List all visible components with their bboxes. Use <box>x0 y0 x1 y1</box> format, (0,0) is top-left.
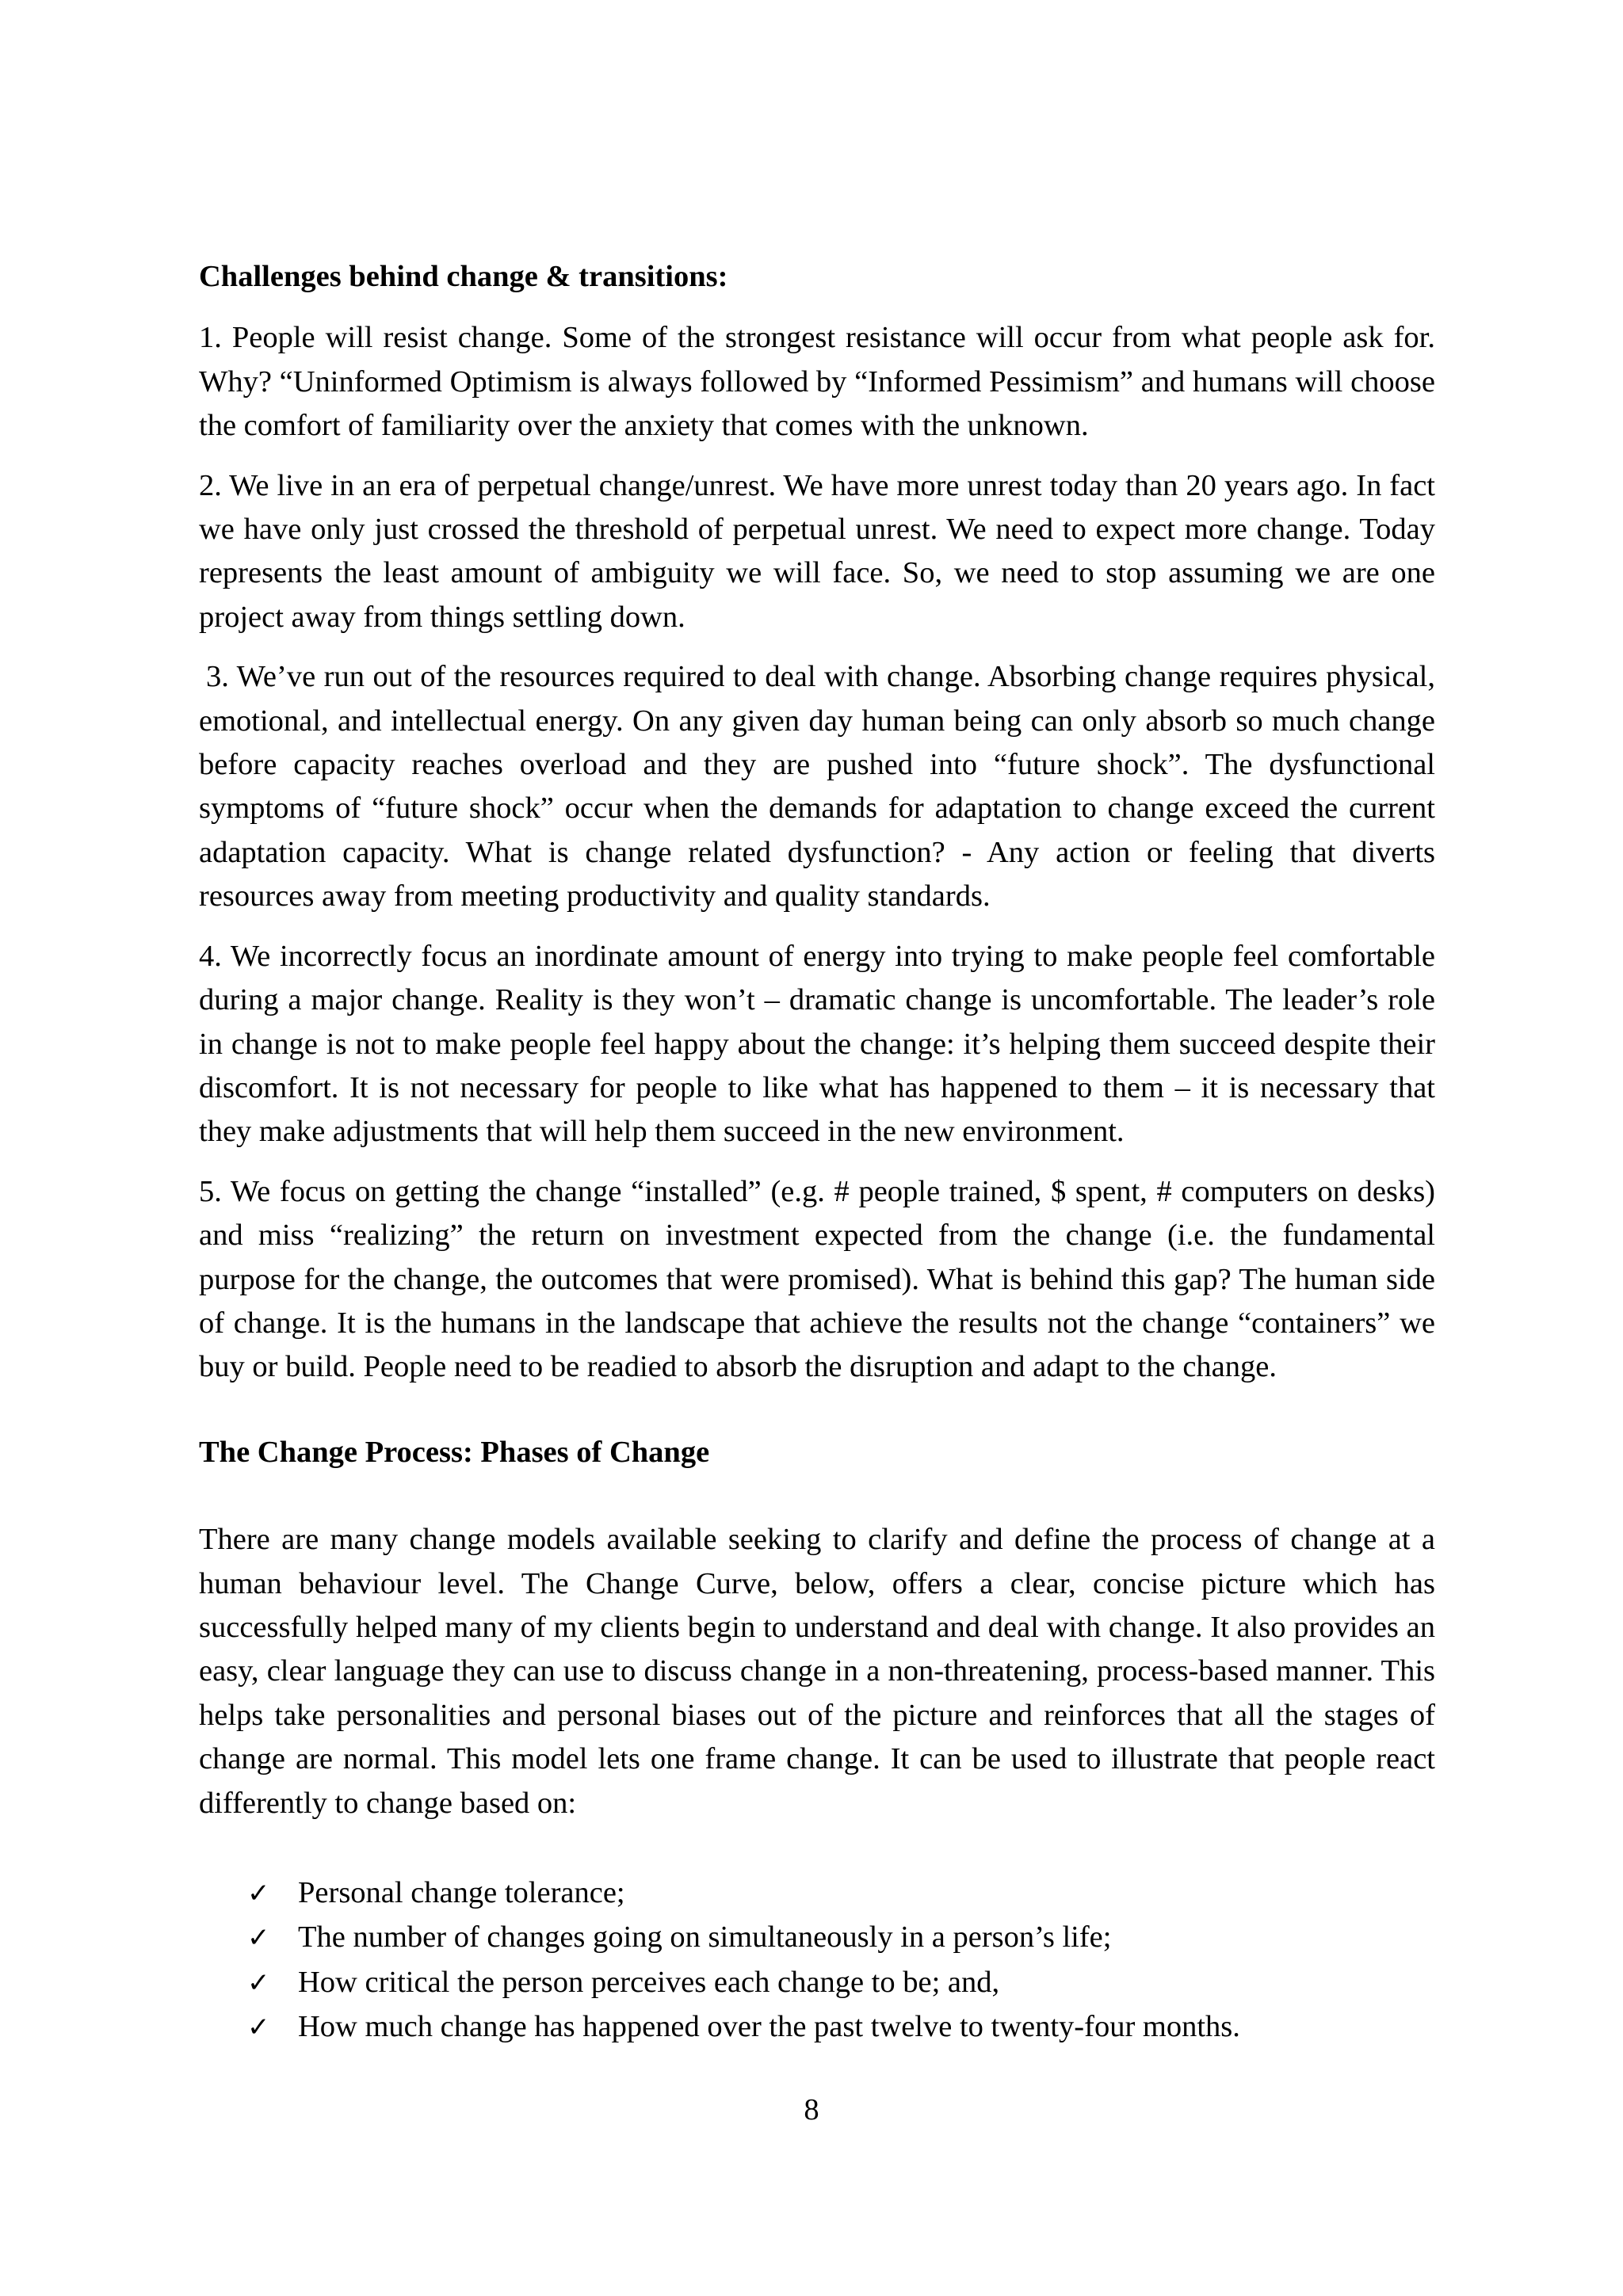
paragraph-challenge-4: 4. We incorrectly focus an inordinate amount of energy into trying to make people feel comfortable during a major change. Reality is they won’t – dramatic change is uncomfortable. The leader’s role in change is not to make people feel happy about the change: it’s helping them succeed despite their discomfort. It is not necessary for people to like what has happened to them – it is necessary that they make adjustments that will help them succeed in the new environment. <box>199 939 1435 1149</box>
checklist-item <box>247 1916 1435 1960</box>
section-heading-challenges: Challenges behind change & transitions: <box>199 260 728 293</box>
section-heading-change-process: The Change Process: Phases of Change <box>199 1435 710 1469</box>
paragraph-challenge-5: 5. We focus on getting the change “installed” (e.g. # people trained, $ spent, # computers on desks) and miss “realizing” the return on investment expected from the change (i.e. the fundamental purpose for the change, the outcomes that were promised). What is behind this gap? The human side of change. It is the humans in the landscape that achieve the results not the change “containers” we buy or build. People need to be readied to absorb the disruption and adapt to the change. <box>199 1174 1435 1384</box>
page-number: 8 <box>804 2093 819 2126</box>
paragraph-challenge-1: 1. People will resist change. Some of the strongest resistance will occur from what people ask for. Why? “Uninformed Optimism is always followed by “Informed Pessimism” and humans will choose the comfort of familiarity over the anxiety that comes with the unknown. <box>199 321 1435 443</box>
checklist-item <box>247 2005 1435 2050</box>
checkmark-icon: ✓ <box>247 1966 270 1999</box>
document-page <box>199 255 1435 2050</box>
checkmark-icon: ✓ <box>247 1878 270 1909</box>
checklist-item-text: How much change has happened over the past twelve to twenty-four months. <box>298 2010 1240 2044</box>
paragraph-challenge-2: 2. We live in an era of perpetual change/unrest. We have more unrest today than 20 years ago. In fact we have only just crossed the threshold of perpetual unrest. We need to expect more change. Today represents the least amount of ambiguity we will face. So, we need to stop assuming we are one project away from things settling down. <box>199 468 1435 634</box>
checklist-item-text: Personal change tolerance; <box>298 1876 625 1909</box>
checkmark-icon: ✓ <box>247 2012 270 2044</box>
checklist <box>199 1871 1435 2050</box>
checklist-item <box>247 1961 1435 2005</box>
paragraph-challenge-3: 3. We’ve run out of the resources required to deal with change. Absorbing change requires physical, emotional, and intellectual energy. On any given day human being can only absorb so much change before capacity reaches overload and they are pushed into “future shock”. The dysfunctional symptoms of “future shock” occur when the demands for adaptation to change exceed the current adaptation capacity. What is change related dysfunction? - Any action or feeling that diverts resources away from meeting productivity and quality standards. <box>199 660 1435 913</box>
checklist-item-text: The number of changes going on simultaneously in a person’s life; <box>298 1920 1112 1955</box>
checkmark-icon: ✓ <box>247 1922 270 1955</box>
checklist-item-text: How critical the person perceives each change to be; and, <box>298 1965 1000 1999</box>
checklist-item <box>247 1871 1435 1916</box>
paragraph-change-process-intro: There are many change models available seeking to clarify and define the process of change at a human behaviour level. The Change Curve, below, offers a clear, concise picture which has successfully helped many of my clients begin to understand and deal with change. It also provides an easy, clear language they can use to discuss change in a non-threatening, process-based manner. This helps take personalities and personal biases out of the picture and reinforces that all the stages of change are normal. This model lets one frame change. It can be used to illustrate that people react differently to change based on: <box>199 1523 1435 1820</box>
